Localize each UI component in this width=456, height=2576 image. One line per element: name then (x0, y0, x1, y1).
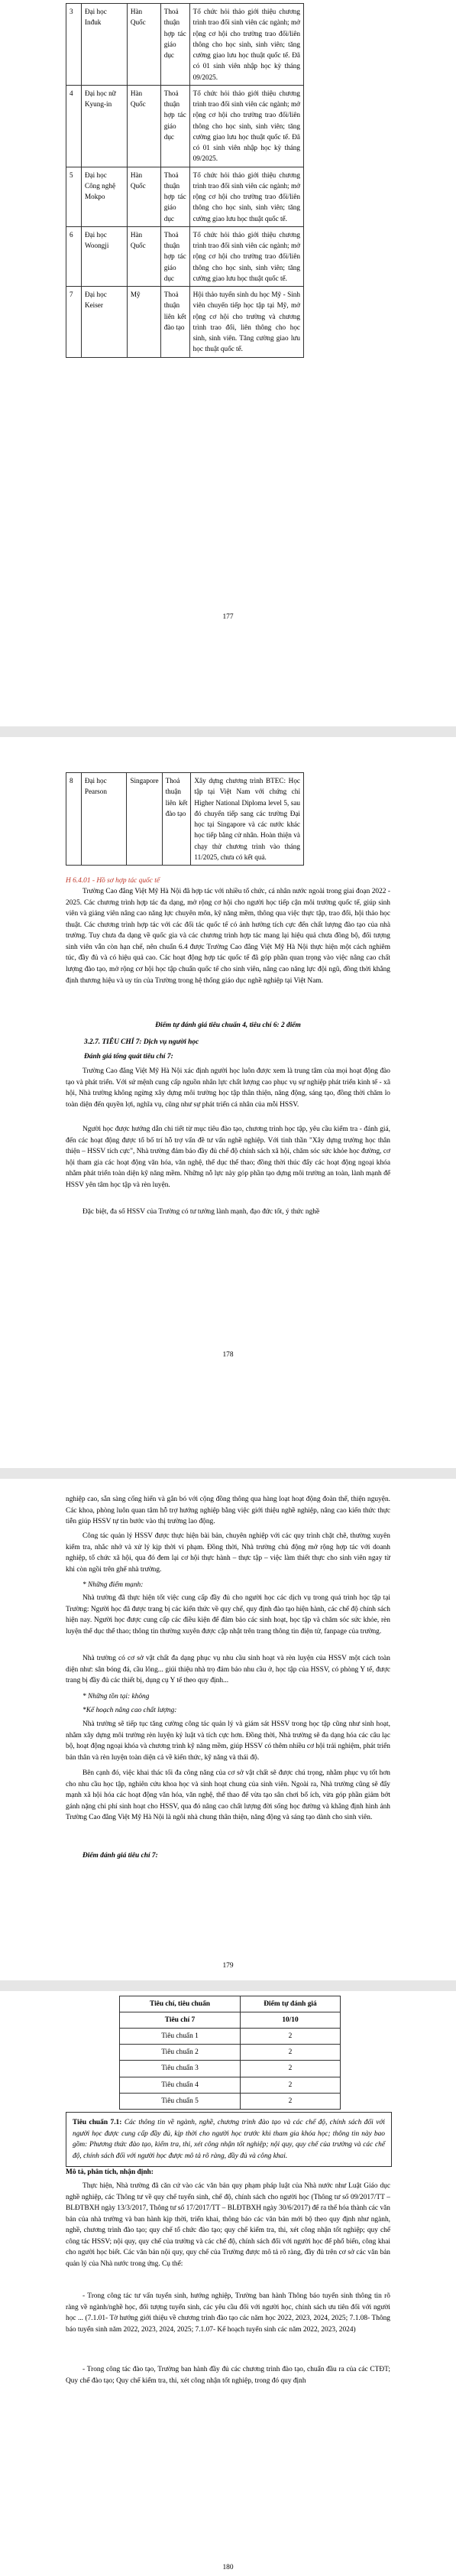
partner-country: Hàn Quốc (127, 85, 160, 167)
paragraph: Trường Cao đẳng Việt Mỹ Hà Nội đã hợp tác với nhiều tổ chức, cá nhân nước ngoài trong giai đoạn 2022 - 2025. Các chương trình hợp tác đa dạng, mở rộng cơ hội cho người học tiếp cận môi trường quốc tế, giúp sinh viên và giảng viên nâng cao năng lực chuyên môn, kỹ năng mềm, thông qua việc thực tập, trao đổi, hội thảo học thuật. Các chương trình hợp tác với các đối tác quốc tế có ảnh hưởng tích cực đến chất lượng đào tạo của nhà trường. Tuy chưa đa dạng về quốc gia và các chương trình hợp tác mang lại hiệu quả chưa đồng bộ, đối tượng sinh viên vẫn còn hạn chế, nên chuẩn 6.4 được Trường Cao đẳng Việt Mỹ Hà Nội thực hiện một cách nghiêm túc, đầy đủ và có hiệu quả cao. Các hoạt động hợp tác quốc tế đã góp phần quan trọng vào việc nâng cao chất lượng đào tạo, mở rộng cơ hội học tập chuẩn quốc tế cho sinh viên, nâng cao năng lực đội ngũ, đồng thời khẳng định thương hiệu và uy tín của Trường trong hệ thống giáo dục nghề nghiệp tại Việt Nam. (66, 888, 390, 985)
paragraph: nghiệp cao, sẵn sàng cống hiến và gắn bó với cộng đồng thông qua hàng loạt hoạt động đoàn thể, thiện nguyện. Các khoa, phòng luôn quan tâm hỗ trợ hướng nghiệp bằng việc giới thiệu nghề nghiệp, nâng cao kiến thức thực tiễn giúp HSSV tự tin bước vào thị trường lao động. (66, 1496, 390, 1526)
standard-text: Các thông tin về ngành, nghề, chương trình đào tạo và các chế độ, chính sách đối với người học được cung cấp đầy đủ, kịp thời cho người học trước khi tham gia khóa học; thông tin này bao gồm: Phương thức đào tạo, kiểm tra, thi, xét công nhận tốt nghiệp; nội quy, quy chế của trường và các chế độ, chính sách đối với người học được mô tả rõ ràng, đầy đủ và công khai. (73, 2119, 385, 2160)
description-title: Mô tả, phân tích, nhận định: (66, 2168, 154, 2176)
cooperation-content: Tổ chức hỏi thảo giới thiệu chương trình trao đổi sinh viên các ngành; mở rộng cơ hội cho trường trao đổi/liên thông cho học sinh, sinh viên; tăng cường giao lưu học thuật quốc tế. (189, 167, 303, 226)
score-title: Điểm đánh giá tiêu chí 7: (82, 1852, 158, 1860)
criterion-cell: Tiêu chuẩn 2 (120, 2045, 241, 2061)
cooperation-content: Tổ chức hỏi thảo giới thiệu chương trình trao đổi sinh viên các ngành; mở rộng cơ hội cho trường trao đổi/liên thông cho học sinh, sinh viên; tăng cường giao lưu học thuật quốc tế. Đã có 01 sinh viên nhập học kỳ tháng 09/2025. (189, 85, 303, 167)
paragraph: Trường Cao đẳng Việt Mỹ Hà Nội xác định người học luôn được xem là trung tâm của mọi hoạt động đào tạo và phát triển. Với sứ mệnh cung cấp nguồn nhân lực chất lượng cao phục vụ sự nghiệp phát triển kinh tế - xã hội, Nhà trường không ngừng xây dựng môi trường học tập thân thiện, năng động, sáng tạo, đồng thời chăm lo toàn diện đến quyền lợi, nghĩa vụ, cũng như sự phát triển cá nhân của mỗi HSSV. (66, 1067, 390, 1109)
table-row (120, 2012, 341, 2029)
page-separator (0, 726, 456, 737)
page-number: 177 (222, 613, 234, 621)
paragraph: Thực hiện, Nhà trường đã căn cứ vào các văn bản quy phạm pháp luật của Nhà nước như Luật Giáo dục nghề nghiệp, các Thông tư về quy chế tuyển sinh, chế độ, chính sách cho người học (Thông tư số 09/2017/TT – BLĐTBXH ngày 13/3/2017, Thông tư số 17/2017/TT – BLĐTBXH ngày 30/6/2017) để ra thế hóa thành các văn bản của nhà trường và ban hành kịp thời, triển khai, thông báo các văn bản mới bộ theo quy định như ngành, nghề, chương trình đào tạo; quy chế tổ chức đào tạo; quy chế kiểm tra, thi, xét công nhận tốt nghiệp; quy chế công tác HSSV; nội quy, quy chế của trường và các chế độ, chính sách đối với người học để phổ biến, công khai cho người học biết. Các văn bản nội quy, quy chế của Trường được mô tả rõ ràng, đầy đủ trên cơ sở các văn bản quản lý của Nhà nước trong ứng. Cụ thể: (66, 2182, 390, 2269)
section-heading: 3.2.7. TIÊU CHÍ 7: Dịch vụ người học (84, 1038, 199, 1046)
score-cell: 2 (241, 2093, 341, 2109)
page-number: 179 (222, 1962, 234, 1970)
table-row (66, 773, 304, 866)
page-180 (0, 1996, 456, 2576)
table-row (120, 2045, 341, 2061)
standard-label: Tiêu chuẩn 7.1: (73, 2119, 122, 2126)
page-179 (0, 1483, 456, 1988)
criterion-cell: Tiêu chuẩn 4 (120, 2077, 241, 2093)
paragraph: Đặc biệt, đa số HSSV của Trường có tư tưởng lành mạnh, đạo đức tốt, ý thức nghề (82, 1208, 320, 1216)
paragraph: - Trong công tác tư vấn tuyển sinh, hướng nghiệp, Trường ban hành Thông báo tuyển sinh thông tin rõ ràng về ngành/nghề học, đối tượng tuyển sinh, các yêu cầu đối với người học, chính sách ưu tiên đối với người học ... (7.1.01- Tờ hướng giới thiệu về chương trình đào tạo các năm học 2022, 2023, 2024, 2025; 7.1.08- Thông báo tuyển sinh năm 2022, 2023, 2024, 2025; 7.1.07- Kế hoạch tuyển sinh các năm 2022, 2023, 2024) (66, 2292, 390, 2334)
paragraph: Công tác quản lý HSSV được thực hiện bài bản, chuyên nghiệp với các quy trình chặt chẽ, thường xuyên kiểm tra, nhắc nhở và xử lý kịp thời vi phạm. Đồng thời, Nhà trường chủ động mở rộng hợp tác với doanh nghiệp, tổ chức xã hội, qua đó đem lại cơ hội thực hành – thực tập – việc làm thiết thực cho sinh viên ngay từ khi còn ngồi trên ghế nhà trường. (66, 1532, 390, 1574)
evidence-note: H 6.4.01 - Hồ sơ hợp tác quốc tế (66, 877, 160, 885)
row-number: 5 (66, 167, 82, 226)
partner-table (66, 3, 304, 358)
paragraph: - Trong công tác đào tạo, Trường ban hành đầy đủ các chương trình đào tạo, chuẩn đầu ra của các CTĐT; Quy chế đào tạo; Quy chế kiểm tra, thi, xét công nhận tốt nghiệp, trong đó quy định (66, 2366, 390, 2385)
agreement-type: Thoả thuận hợp tác giáo dục (160, 85, 189, 167)
partner-name: Đại học nữ Kyung-in (81, 85, 127, 167)
row-number: 3 (66, 4, 82, 86)
row-number: 6 (66, 226, 82, 286)
page-separator (0, 1468, 456, 1479)
score-cell: 2 (241, 2045, 341, 2061)
paragraph: Nhà trường có cơ sở vật chất đa dạng phục vụ nhu cầu sinh hoạt và rèn luyện của HSSV một cách toàn diện như: sân bóng đá, cầu lông... giúi thiệu nhà trọ đảm bảo nhu cầu ở, học tập của HSSV, có phòng Y tế, được trang bị đầy đủ các thiết bị, dụng cụ Y tế theo quy định... (66, 1655, 390, 1685)
standard-box (66, 2112, 392, 2167)
table-row (120, 2029, 341, 2045)
table-row (66, 85, 304, 167)
row-number: 4 (66, 85, 82, 167)
criterion-cell: Tiêu chuẩn 5 (120, 2093, 241, 2109)
table-row (66, 287, 304, 358)
page-separator (0, 1980, 456, 1991)
score-cell: 2 (241, 2029, 341, 2045)
cooperation-content: Tổ chức hỏi thảo giới thiệu chương trình trao đổi sinh viên các ngành; mở rộng cơ hội cho trường trao đổi/liên thông cho học sinh, sinh viên; tăng cường giao lưu học thuật quốc tế. Đã có 01 sinh viên nhập học kỳ tháng 09/2025. (189, 4, 303, 86)
agreement-type: Thoả thuận hợp tác giáo dục (160, 4, 189, 86)
page-number: 180 (222, 2564, 234, 2571)
header-cell: Tiêu chí, tiêu chuẩn (120, 1996, 241, 2012)
page-number: 178 (222, 1351, 234, 1359)
cooperation-content: Xây dựng chương trình BTEC: Học tập tại Việt Nam với chứng chỉ Higher National Diploma level 5, sau đó chuyển tiếp sang các trường Đại học tại Singapore và các nước khác học tiếp bằng cử nhân. Hoàn thiện và chạy thử chương trình vào tháng 11/2025, chưa có kết quả. (191, 773, 304, 866)
agreement-type: Thoả thuận hợp tác giáo dục (160, 226, 189, 286)
score-cell: 2 (241, 2061, 341, 2077)
paragraph: Nhà trường đã thực hiện tốt việc cung cấp đầy đủ cho người học các dịch vụ trong quá trình học tập tại Trường: Người học đã được trang bị các kiến thức về quy chế, quy định đào tạo hiện hành, các chế độ chính sách hiện nay. Người học được cung cấp các điều kiện để đảm bảo các sinh hoạt, học tập và chăm sóc sức khỏe, rèn luyện thể dục thể thao; thông tin thường xuyên được cập nhật trên trang thông tin điện tử, fanpage của trường. (66, 1594, 390, 1636)
row-number: 7 (66, 287, 82, 358)
partner-table-continued (66, 772, 304, 866)
table-row (120, 2093, 341, 2109)
weakness-title: * Những tồn tại: không (82, 1693, 150, 1701)
score-table (119, 1996, 341, 2110)
score-cell: 2 (241, 2077, 341, 2093)
paragraph: Bên cạnh đó, việc khai thác tối đa công năng của cơ sở vật chất sẽ được chú trọng, nhằm phục vụ tốt hơn cho nhu cầu học tập, nghiên cứu khoa học và sinh hoạt chung của sinh viên. Ngoài ra, Nhà trường cũng sẽ đẩy mạnh xã hội hóa các hoạt động văn hóa, văn nghệ, thể thao để vừa tạo sân chơi bổ ích, vừa góp phần giảm bớt gánh nặng chi phí sinh hoạt cho HSSV, qua đó nâng cao chất lượng đời sống học đường và khẳng định hình ảnh Trường Cao đẳng Việt Mỹ Hà Nội là ngôi nhà chung thân thiện, năng động và sáng tạo dành cho sinh viên. (66, 1769, 390, 1822)
partner-name: Đại học Woongji (81, 226, 127, 286)
criterion-cell: Tiêu chí 7 (120, 2012, 241, 2029)
partner-name: Đại học Inđuk (81, 4, 127, 86)
partner-name: Đại học Công nghệ Mokpo (81, 167, 127, 226)
header-cell: Điểm tự đánh giá (241, 1996, 341, 2012)
page-177 (0, 0, 456, 723)
table-row (120, 2077, 341, 2093)
score-line: Điểm tự đánh giá tiêu chuẩn 4, tiêu chí 6: 2 điểm (155, 1022, 301, 1029)
partner-name: Đại học Pearson (81, 773, 126, 866)
subheading: Đánh giá tổng quát tiêu chí 7: (84, 1053, 173, 1061)
paragraph: Người học được hướng dẫn chi tiết từ mục tiêu đào tạo, chương trình học tập, yêu cầu kiểm tra - đánh giá, đến các hoạt động được tổ bố trí hỗ trợ vấn đề tư vấn nghề nghiệp. Với tinh thần "Xây dựng trường học thân thiện – HSSV tích cực", Nhà trường đảm bảo đầy đủ chế độ chính sách xã hội, chăm sóc sức khỏe học đường, cơ hội tham gia các hoạt động văn hóa, văn nghệ, thể dục thể thao; đồng thời thúc đẩy các hoạt động ngoại khóa nhằm phát triển toàn diện kỹ năng mềm. Những nỗ lực này góp phần tạo dựng môi trường an toàn, lành mạnh để HSSV yên tâm học tập và rèn luyện. (66, 1126, 390, 1189)
cooperation-content: Hội thảo tuyển sinh du học Mỹ - Sinh viên chuyển tiếp học tập tại Mỹ, mở rộng cơ hội cho trường và chương trình trao đổi, liên thông cho học sinh, sinh viên. Tăng cường giao lưu học thuật quốc tế. (189, 287, 303, 358)
page-178 (0, 742, 456, 1476)
table-row (66, 226, 304, 286)
partner-country: Hàn Quốc (127, 226, 160, 286)
table-row (66, 167, 304, 226)
criterion-cell: Tiêu chuẩn 1 (120, 2029, 241, 2045)
criterion-cell: Tiêu chuẩn 3 (120, 2061, 241, 2077)
agreement-type: Thoả thuận liên kết đào tạo (160, 287, 189, 358)
partner-country: Singapore (127, 773, 162, 866)
strengths-title: * Những điểm mạnh: (82, 1581, 144, 1589)
partner-country: Hàn Quốc (127, 4, 160, 86)
paragraph: Nhà trường sẽ tiếp tục tăng cường công tác quản lý và giám sát HSSV trong học tập cũng như sinh hoạt, nhằm xây dựng môi trường rèn luyện kỷ luật và tích cực hơn. Đồng thời, Nhà trường sẽ đa dạng hóa các câu lạc bộ, hoạt động ngoại khóa và chương trình kỹ năng mềm, giúp HSSV có thêm nhiều cơ hội trải nghiệm, phát triển bản thân và rèn luyện toàn diện cả về kiến thức, kỹ năng và thái độ. (66, 1720, 390, 1762)
partner-country: Mỹ (127, 287, 160, 358)
partner-name: Đại học Keiser (81, 287, 127, 358)
cooperation-content: Tổ chức hỏi thảo giới thiệu chương trình trao đổi sinh viên các ngành; mở rộng cơ hội cho trường trao đổi/liên thông cho học sinh, sinh viên; tăng cường giao lưu học thuật quốc tế. (189, 226, 303, 286)
table-row (120, 2061, 341, 2077)
agreement-type: Thoả thuận liên kết đào tạo (162, 773, 191, 866)
agreement-type: Thoả thuận hợp tác giáo dục (160, 167, 189, 226)
plan-title: *Kế hoạch nâng cao chất lượng: (82, 1707, 177, 1714)
table-row (66, 4, 304, 86)
row-number: 8 (66, 773, 82, 866)
score-cell: 10/10 (241, 2012, 341, 2029)
partner-country: Hàn Quốc (127, 167, 160, 226)
